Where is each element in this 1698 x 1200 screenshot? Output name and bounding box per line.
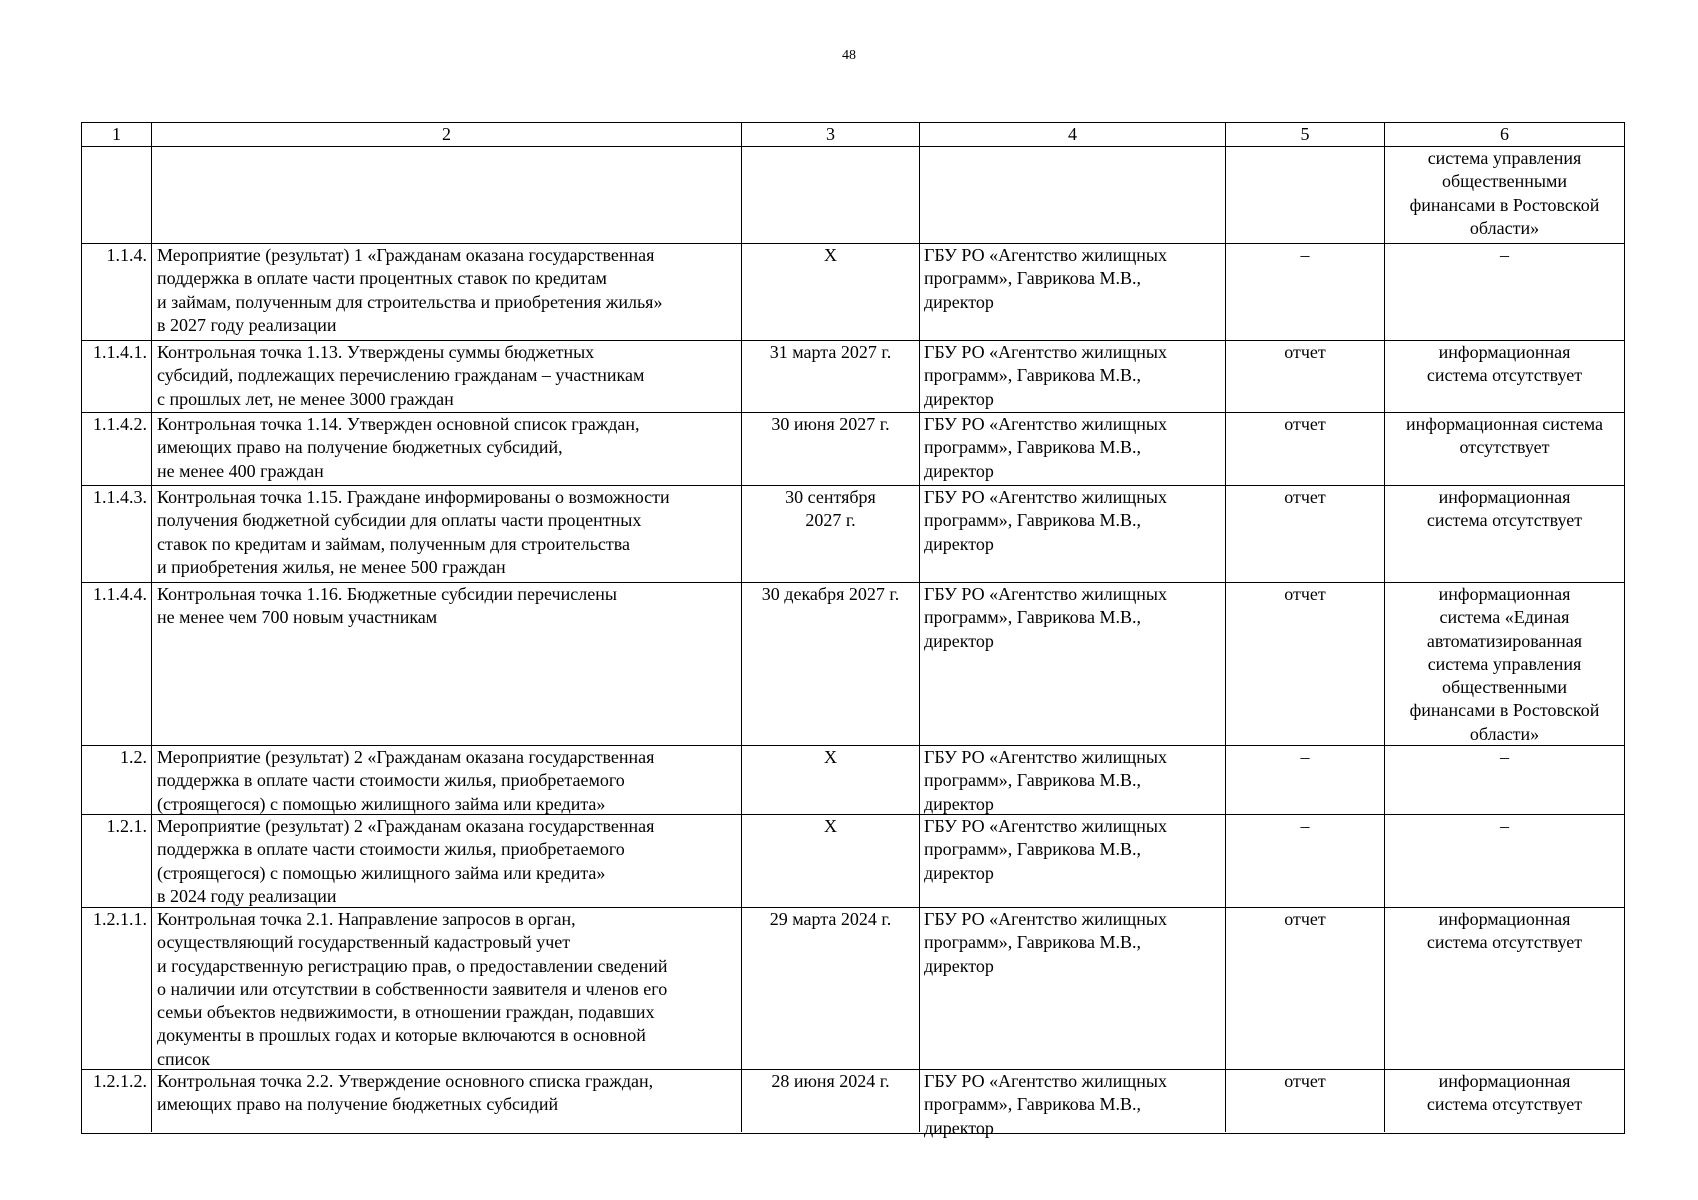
table-row: [82, 583, 1624, 746]
document-type: [1226, 147, 1385, 243]
table-row: [82, 147, 1624, 244]
deadline: 28 июня 2024 г.: [742, 1070, 920, 1132]
event-description: Мероприятие (результат) 2 «Гражданам оказана государственная поддержка в оплате части стоимости жилья, приобретаемого (строящегося) с помощью жилищного займа или кредита»: [152, 746, 742, 814]
deadline: 31 марта 2027 г.: [742, 341, 920, 412]
information-system: информационная система отсутствует: [1426, 1071, 1583, 1115]
responsible: ГБУ РО «Агентство жилищных программ», Гаврикова М.В., директор: [920, 244, 1226, 340]
row-number: 1.2.1.: [82, 815, 152, 907]
information-system: информационная система «Единая автоматизированная система управления общественными финансами в Ростовской области»: [1409, 584, 1600, 744]
event-description: Контрольная точка 2.1. Направление запросов в орган, осуществляющий государственный кадастровый учет и государственную регистрацию прав, о предоставлении сведений о наличии или отсутствии в собственности заявителя и членов его семьи объектов недвижимости, в отношении граждан, подавших документы в прошлых годах и которые включаются в основной список: [152, 908, 742, 1069]
responsible: [920, 147, 1226, 243]
row-number: 1.1.4.2.: [82, 413, 152, 485]
responsible: ГБУ РО «Агентство жилищных программ», Гаврикова М.В., директор: [920, 815, 1226, 907]
document-type: отчет: [1226, 341, 1385, 412]
document-type: отчет: [1226, 486, 1385, 582]
table-row: [82, 908, 1624, 1070]
information-system: –: [1500, 245, 1509, 265]
information-system: информационная система отсутствует: [1426, 342, 1583, 386]
responsible: ГБУ РО «Агентство жилищных программ», Гаврикова М.В., директор: [920, 583, 1226, 745]
document-type: отчет: [1226, 1070, 1385, 1132]
deadline: Х: [742, 746, 920, 814]
table-row: [82, 815, 1624, 908]
header-cell: 6: [1500, 124, 1509, 144]
header-cell: 5: [1226, 123, 1385, 146]
header-cell: 1: [82, 123, 152, 146]
page-number: 48: [842, 48, 856, 63]
information-system: информационная система отсутствует: [1406, 414, 1603, 458]
document-type: –: [1226, 746, 1385, 814]
row-number: 1.2.: [82, 746, 152, 814]
plan-table: [81, 122, 1625, 1138]
deadline: 30 июня 2027 г.: [742, 413, 920, 485]
document-type: отчет: [1226, 908, 1385, 1069]
document-type: отчет: [1226, 583, 1385, 745]
event-description: Контрольная точка 1.15. Граждане информированы о возможности получения бюджетной субсидии для оплаты части процентных ставок по кредитам и займам, полученным для строительства и приобретения жилья, не менее 500 граждан: [152, 486, 742, 582]
header-cell: 3: [742, 123, 920, 146]
row-number: 1.1.4.4.: [82, 583, 152, 745]
table-row: [82, 341, 1624, 413]
event-description: [152, 147, 742, 243]
table-row: [82, 486, 1624, 583]
event-description: Контрольная точка 1.14. Утвержден основной список граждан, имеющих право на получение бюджетных субсидий, не менее 400 граждан: [152, 413, 742, 485]
information-system: –: [1500, 816, 1509, 836]
table-row: [82, 413, 1624, 486]
responsible: ГБУ РО «Агентство жилищных программ», Гаврикова М.В., директор: [920, 413, 1226, 485]
deadline: 30 сентября 2027 г.: [742, 486, 920, 582]
information-system: –: [1500, 747, 1509, 767]
responsible: ГБУ РО «Агентство жилищных программ», Гаврикова М.В., директор: [920, 341, 1226, 412]
information-system: информационная система отсутствует: [1426, 487, 1583, 531]
information-system: информационная система отсутствует: [1426, 909, 1583, 953]
deadline: 30 декабря 2027 г.: [742, 583, 920, 745]
responsible: ГБУ РО «Агентство жилищных программ», Гаврикова М.В., директор: [920, 1070, 1226, 1132]
responsible: ГБУ РО «Агентство жилищных программ», Гаврикова М.В., директор: [920, 486, 1226, 582]
deadline: 29 марта 2024 г.: [742, 908, 920, 1069]
document-type: –: [1226, 815, 1385, 907]
deadline: Х: [742, 244, 920, 340]
responsible: ГБУ РО «Агентство жилищных программ», Гаврикова М.В., директор: [920, 746, 1226, 814]
event-description: Мероприятие (результат) 1 «Гражданам оказана государственная поддержка в оплате части процентных ставок по кредитам и займам, полученным для строительства и приобретения жилья» в 2027 году реализации: [152, 244, 742, 340]
responsible: ГБУ РО «Агентство жилищных программ», Гаврикова М.В., директор: [920, 908, 1226, 1069]
row-number: 1.2.1.2.: [82, 1070, 152, 1132]
row-number: [82, 147, 152, 243]
row-number: 1.1.4.3.: [82, 486, 152, 582]
deadline: [742, 147, 920, 243]
table-header-row: [82, 123, 1624, 147]
information-system: система управления общественными финансами в Ростовской области»: [1409, 148, 1600, 238]
table-row: [82, 244, 1624, 341]
document-type: отчет: [1226, 413, 1385, 485]
header-cell: 2: [152, 123, 742, 146]
document-type: –: [1226, 244, 1385, 340]
event-description: Мероприятие (результат) 2 «Гражданам оказана государственная поддержка в оплате части стоимости жилья, приобретаемого (строящегося) с помощью жилищного займа или кредита» в 2024 году реализации: [152, 815, 742, 907]
header-cell: 4: [920, 123, 1226, 146]
deadline: Х: [742, 815, 920, 907]
row-number: 1.1.4.: [82, 244, 152, 340]
event-description: Контрольная точка 1.13. Утверждены суммы бюджетных субсидий, подлежащих перечислению гражданам – участникам с прошлых лет, не менее 3000 граждан: [152, 341, 742, 412]
row-number: 1.1.4.1.: [82, 341, 152, 412]
row-number: 1.2.1.1.: [82, 908, 152, 1069]
event-description: Контрольная точка 1.16. Бюджетные субсидии перечислены не менее чем 700 новым участникам: [152, 583, 742, 745]
table-row: [82, 1070, 1624, 1138]
event-description: Контрольная точка 2.2. Утверждение основного списка граждан, имеющих право на получение бюджетных субсидий: [152, 1070, 742, 1132]
table-row: [82, 746, 1624, 815]
